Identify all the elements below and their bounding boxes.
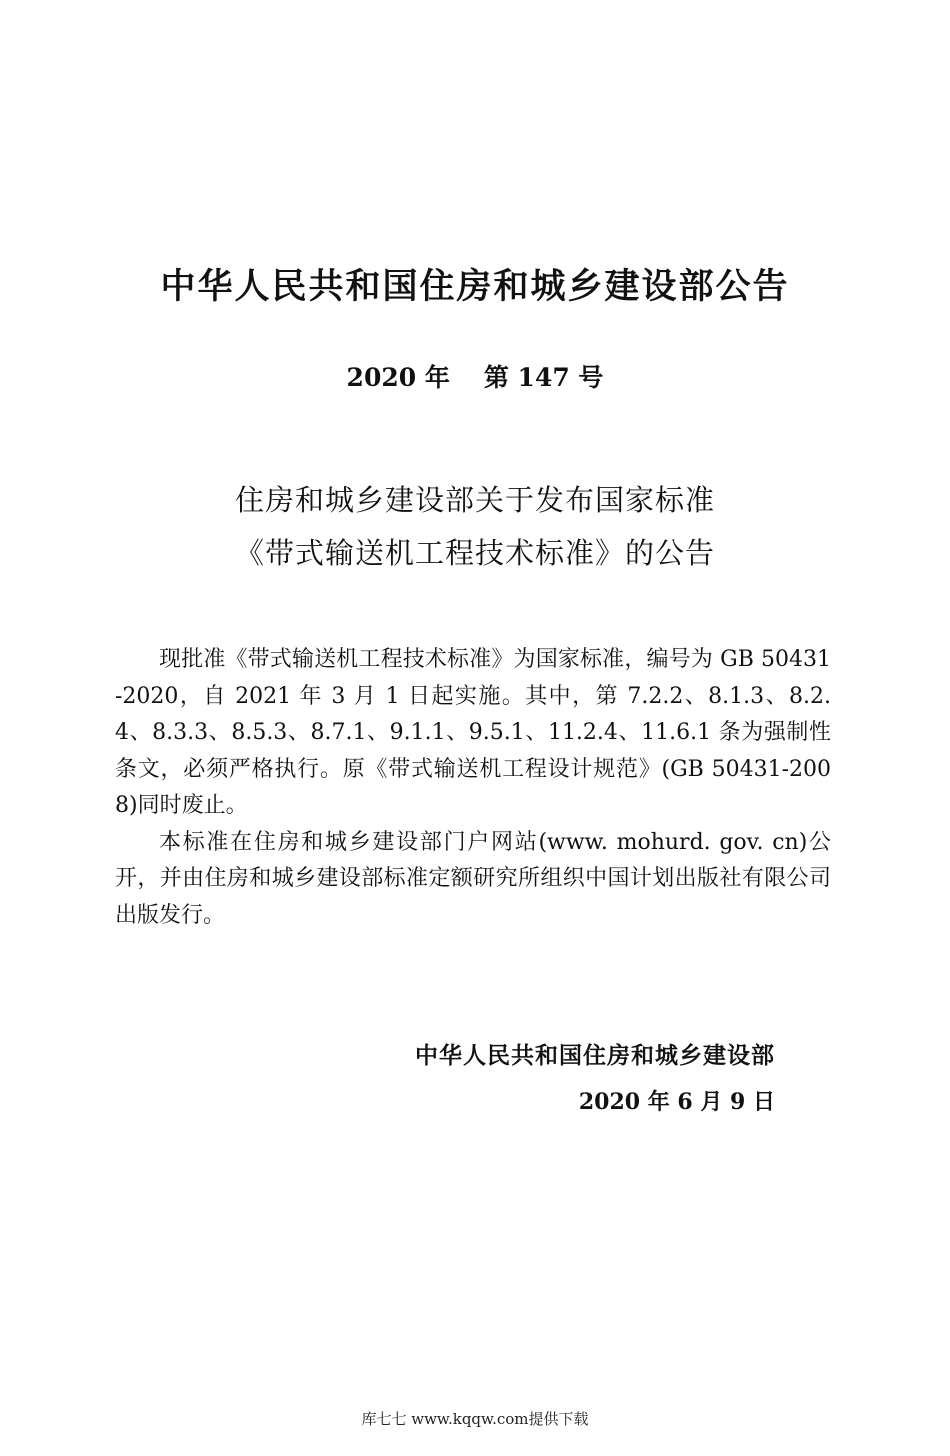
signature-block <box>415 1036 775 1122</box>
body-paragraph-1: 现批准《带式输送机工程技术标准》为国家标准，编号为 GB 50431-2020，自 2021 年 3 月 1 日起实施。其中，第 7.2.2、8.1.3、8.2.4、8.3.3、8.5.3、8.7.1、9.1.1、9.5.1、11.2.4、11.6.1 条为强制性条文，必须严格执行。原《带式输送机工程设计规范》(GB 50431-2008)同时废止。 <box>115 647 831 818</box>
document-year: 2020 年 <box>346 363 450 392</box>
subtitle-line-2: 《带式输送机工程技术标准》的公告 <box>234 536 715 570</box>
issuer-name: 中华人民共和国住房和城乡建设部 <box>415 1043 775 1069</box>
subtitle-line-1: 住房和城乡建设部关于发布国家标准 <box>234 483 715 517</box>
announcement-body <box>115 642 831 934</box>
body-paragraph-2: 本标准在住房和城乡建设部门户网站(www. mohurd. gov. cn)公开，并由住房和城乡建设部标准定额研究所组织中国计划出版社有限公司出版发行。 <box>115 829 831 928</box>
document-number <box>0 360 950 396</box>
document-serial: 第 147 号 <box>483 363 604 392</box>
issue-date: 2020 年 6 月 9 日 <box>578 1089 775 1115</box>
main-title: 中华人民共和国住房和城乡建设部公告 <box>160 267 790 307</box>
download-watermark: 库七七 www.kqqw.com提供下载 <box>361 1410 589 1428</box>
announcement-subtitle <box>0 474 950 580</box>
